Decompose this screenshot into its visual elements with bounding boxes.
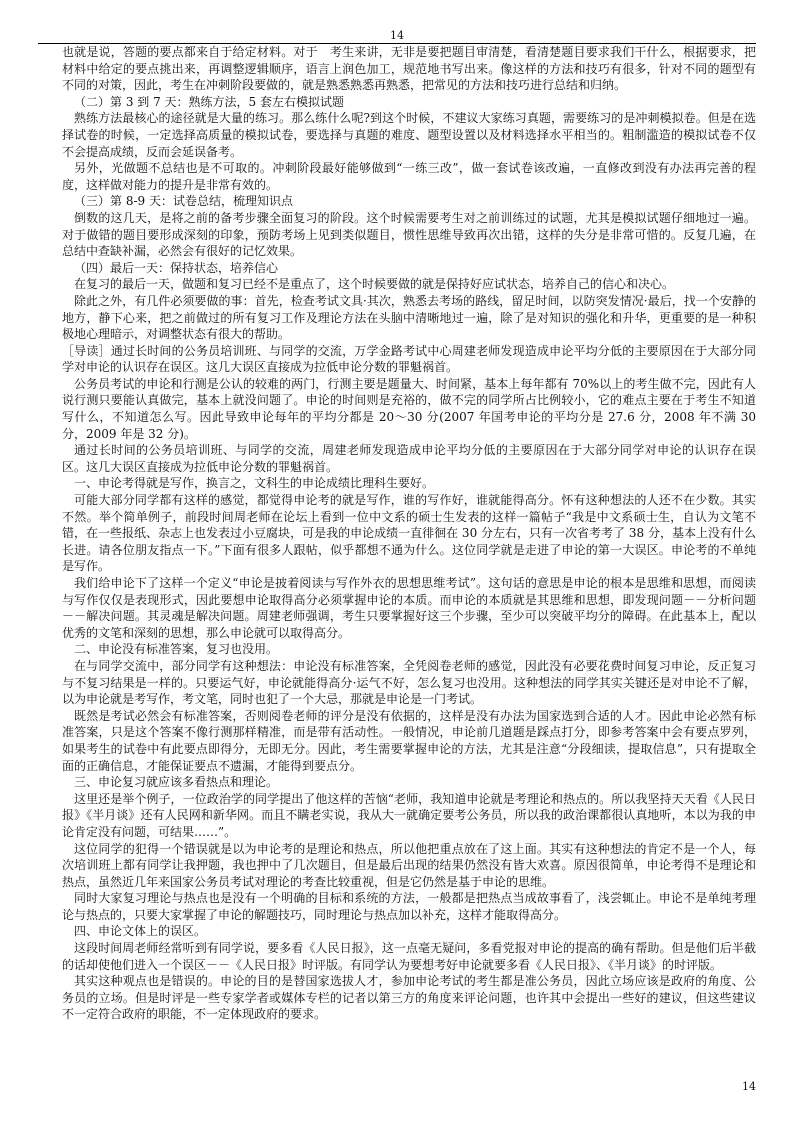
paragraph: 既然是考试必然会有标准答案，否则阅卷老师的评分是没有依据的，这样是没有办法为国家选到合适的人才。因此申论必然有标准答案，只是这个答案不像行测那样精准，而是带有活动性。一般情况，申论前几道题是踩点打分，即参考答案中会有要点罗列，如果考生的试卷中有此要点即得分，无即无分。因此，考生需要掌握申论的方法，尤其是注意“分段细读，提取信息”，只有提取全面的正确信息，才能保证要点不遗漏，才能得到要点分。	[62, 708, 756, 773]
paragraph: 四、申论文体上的误区。	[74, 924, 207, 939]
paragraph: 通过长时间的公务员培训班、与同学的交流，周建老师发现造成申论平均分低的主要原因在于大部分同学对申论的认识存在误区。这几大误区直接成为拉低申论分数的罪魁祸首。	[62, 443, 756, 474]
paragraph: 这段时间周老师经常听到有同学说，要多看《人民日报》，这一点毫无疑问，多看党报对申论的提高的确有帮助。但是他们后半截的话却使他们进入一个误区－－《人民日报》时评版。有同学认为要想考好申论就要多看《人民日报》、《半月谈》的时评版。	[62, 941, 756, 972]
paragraph: 可能大部分同学都有这样的感觉，都觉得申论考的就是写作，谁的写作好，谁就能得高分。怀有这种想法的人还不在少数。其实不然。举个简单例子，前段时间周老师在论坛上看到一位中文系的硕士生发表的这样一篇帖子“我是中文系硕士生，自认为文笔不错，在一些报纸、杂志上也发表过小豆腐块，可是我的申论成绩一直徘徊在 30 分左右，只有一次省考考了 38 分，基本上没有什么长进。请各位朋友指点一下。”下面有很多人跟帖，似乎都想不通为什么。这位同学就是走进了申论的第一大误区。申论考的不单纯是写作。	[62, 493, 756, 574]
paragraph: 除此之外，有几件必须要做的事：首先，检查考试文具·其次，熟悉去考场的路线，留足时间，以防突发情况·最后，找一个安静的地方，静下心来，把之前做过的所有复习工作及理论方法在头脑中清晰地过一遍，除了是对知识的强化和升华，更重要的是一种积极地心理暗示，对调整状态有很大的帮助。	[62, 293, 756, 342]
paragraph: ［导读］通过长时间的公务员培训班、与同学的交流，万学金路考试中心周建老师发现造成申论平均分低的主要原因在于大部分同学对申论的认识存在误区。这几大误区直接成为拉低申论分数的罪魁祸首。	[62, 343, 756, 375]
paragraph: 也就是说，答题的要点都来自于给定材料。对于 考生来讲，无非是要把题目审清楚，看清楚题目要求我们干什么，根据要求，把材料中给定的要点挑出来，再调整逻辑顺序，语言上润色加工，规范地书写出来。像这样的方法和技巧有很多，针对不同的题型有不同的对策，因此，考生在冲刺阶段要做的，就是熟悉熟悉再熟悉，把常见的方法和技巧进行总结和归纳。	[62, 45, 756, 93]
paragraph: 公务员考试的申论和行测是公认的较难的两门，行测主要是题量大、时间紧，基本上每年都有 70%以上的考生做不完，因此有人说行测只要能认真做完，基本上就没问题了。申论的时间则是充裕的，做不完的同学所占比例较小，它的难点主要在于考生不知道写什么，不知道怎么写。因此导致申论每年的平均分都是 20～30 分(2007 年国考申论的平均分是 27.6 分，2008 年不满 30 分，2009 年是 32 分)。	[62, 376, 756, 441]
paragraph: 我们给申论下了这样一个定义“申论是披着阅读与写作外衣的思想思维考试”。这句话的意思是申论的根本是思维和思想，而阅读与写作仅仅是表现形式，因此要想申论取得高分必须掌握申论的本质。而申论的本质就是其思维和思想，即发现问题－－分析问题－－解决问题。其灵魂是解决问题。周建老师强调，考生只要掌握好这三个步骤，至少可以突破平均分的障碍。在此基本上，配以优秀的文笔和深刻的思想，那么申论就可以取得高分。	[62, 576, 756, 640]
paragraph: （二）第 3 到 7 天：熟练方法，5 套左右模拟试题	[74, 94, 344, 109]
paragraph: 熟练方法最核心的途径就是大量的练习。那么练什么呢?到这个时候，不建议大家练习真题，需要练习的是冲刺模拟卷。但是在选择试卷的时候，一定选择高质量的模拟试卷，要选择与真题的难度、题型设置以及材料选择水平相当的。粗制滥造的模拟试卷不仅不会提高成绩，反而会延误备考。	[62, 111, 756, 159]
paragraph: 同时大家复习理论与热点也是没有一个明确的目标和系统的方法，一般都是把热点当成故事看了，浅尝辄止。申论不是单纯考理论与热点的，只要大家掌握了申论的解题技巧，同时理论与热点加以补充，这样才能取得高分。	[62, 891, 756, 922]
paragraph: 二、申论没有标准答案，复习也没用。	[74, 642, 279, 657]
footer-page-number: 14	[742, 1080, 756, 1093]
paragraph: 一、申论考得就是写作，换言之，文科生的申论成绩比理科生要好。	[74, 476, 435, 491]
paragraph: 在复习的最后一天，做题和复习已经不是重点了，这个时候要做的就是保持好应试状态，培养自己的信心和决心。	[74, 277, 675, 292]
document-body	[62, 44, 756, 1023]
paragraph: 倒数的这几天，是将之前的备考步骤全面复习的阶段。这个时候需要考生对之前训练过的试题，尤其是模拟试题仔细地过一遍。对于做错的题目要形成深刻的印象，预防考场上见到类似题目，惯性思维导致再次出错，这样的失分是非常可惜的。反复几遍，在总结中查缺补漏，必然会有很好的记忆效果。	[62, 210, 756, 259]
paragraph: 这里还是举个例子，一位政治学的同学提出了他这样的苦恼“老师，我知道申论就是考理论和热点的。所以我坚持天天看《人民日报》《半月谈》还有人民网和新华网。而且不瞒老实说，我从大一就确定要考公务员，所以我的政治课都很认真地听，本以为我的申论肯定没有问题，可结果……”。	[62, 791, 756, 839]
paragraph: 这位同学的犯得一个错误就是以为申论考的是理论和热点，所以他把重点放在了这上面。其实有这种想法的肯定不是一个人，每次培训班上都有同学让我押题，我也押中了几次题目，但是最后出现的结果仍然没有皆大欢喜。原因很简单，申论考得不是理论和热点，虽然近几年来国家公务员考试对理论的考查比较重视，但是它仍然是基于申论的思维。	[62, 841, 756, 889]
header-page-number: 14	[390, 29, 404, 42]
paragraph: （四）最后一天：保持状态，培养信心	[74, 260, 279, 275]
paragraph: （三）第 8-9 天：试卷总结，梳理知识点	[74, 194, 293, 209]
paragraph: 三、申论复习就应该多看热点和理论。	[74, 775, 279, 790]
paragraph: 其实这种观点也是错误的。申论的目的是替国家选拔人才，参加申论考试的考生都是准公务员，因此立场应该是政府的角度、公务员的立场。但是时评是一些专家学者或媒体专栏的记者以第三方的角度来评论问题，也许其中会提出一些好的建议，但这些建议不一定符合政府的职能，不一定体现政府的要求。	[62, 974, 756, 1022]
paragraph: 另外，光做题不总结也是不可取的。冲刺阶段最好能够做到“一练三改”，做一套试卷该改遍，一直修改到没有办法再完善的程度，这样做对能力的提升是非常有效的。	[62, 161, 756, 192]
paragraph: 在与同学交流中，部分同学有这种想法：申论没有标准答案，全凭阅卷老师的感觉，因此没有必要花费时间复习申论，反正复习与不复习结果是一样的。只要运气好，申论就能得高分·运气不好，怎么复习也没用。这种想法的同学其实关键还是对申论不了解，以为申论就是考写作，考文笔，同时也犯了一个大忌，那就是申论是一门考试。	[62, 658, 756, 707]
